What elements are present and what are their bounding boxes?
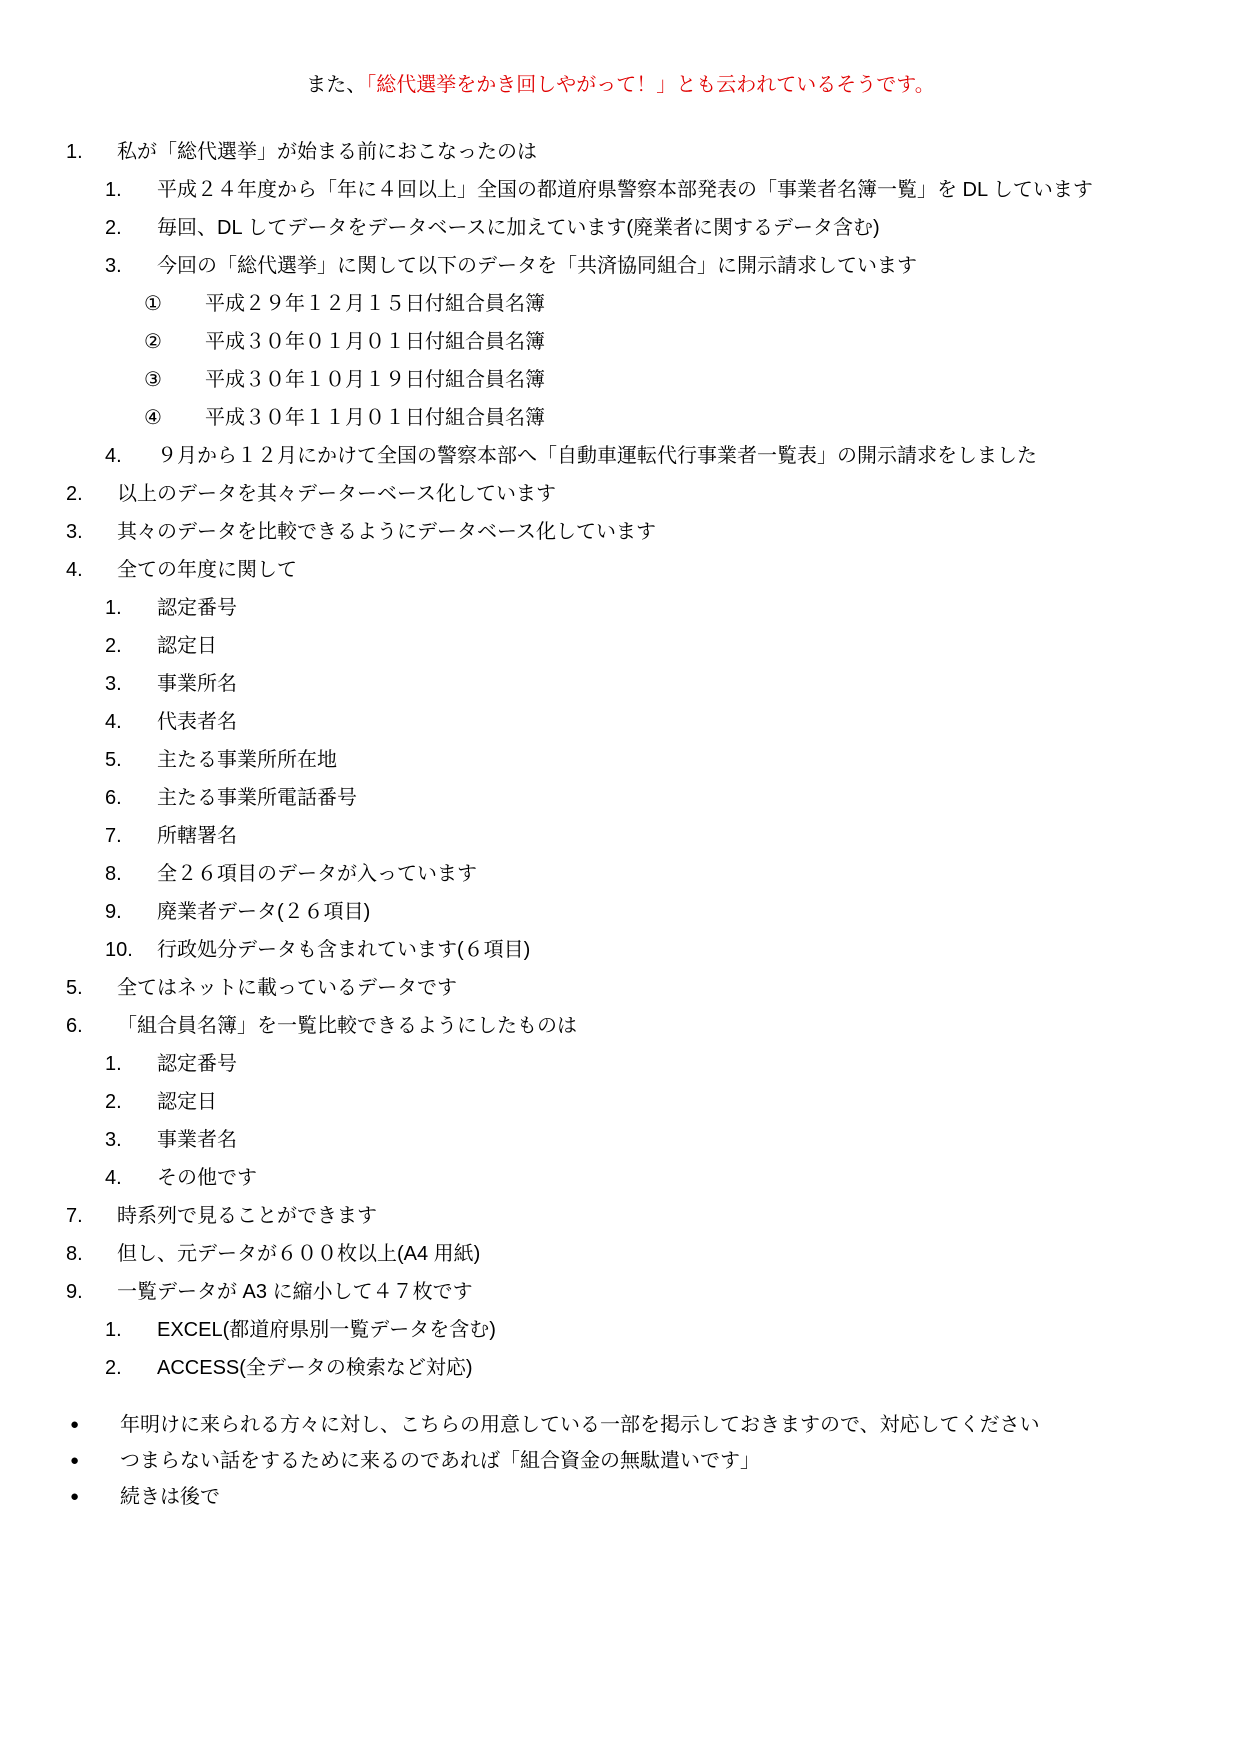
list-item-text: 代表者名 (157, 711, 237, 733)
list-marker: 6. (105, 787, 122, 809)
list-item (0, 1053, 1241, 1076)
list-item (0, 863, 1241, 886)
list-marker: 3. (105, 673, 122, 695)
list-item-text: 行政処分データも含まれています(６項目) (157, 939, 531, 961)
title-prefix: また、 (306, 74, 367, 96)
list-item-text: 平成３０年１１月０１日付組合員名簿 (205, 407, 545, 429)
bullet-item (0, 1450, 1241, 1472)
bullet-list (0, 1414, 1241, 1508)
list-item-text: 事業所名 (157, 673, 237, 695)
list-item-text: 私が「総代選挙」が始まる前におこなったのは (117, 141, 537, 163)
list-marker: 2. (105, 217, 122, 239)
list-item (0, 559, 1241, 582)
list-marker: 2. (105, 635, 122, 657)
list-item (0, 1357, 1241, 1380)
list-item (0, 977, 1241, 1000)
list-item-text: 其々のデータを比較できるようにデータベース化しています (117, 521, 656, 543)
bullet-item-text: 続きは後で (120, 1486, 220, 1508)
list-marker: 10. (105, 939, 133, 961)
list-item (0, 1091, 1241, 1114)
list-marker: ① (144, 293, 162, 315)
list-item-text: EXCEL(都道府県別一覧データを含む) (157, 1319, 496, 1341)
list-item (0, 331, 1241, 354)
list-marker: 1. (105, 1053, 122, 1075)
bullet-item (0, 1486, 1241, 1508)
list-item-text: 但し、元データが６００枚以上(A4 用紙) (117, 1243, 481, 1265)
list-marker: 3. (66, 521, 83, 543)
list-item (0, 1205, 1241, 1228)
list-item-text: 主たる事業所所在地 (157, 749, 337, 771)
list-item-text: 平成３０年０１月０１日付組合員名簿 (205, 331, 545, 353)
list-marker: 4. (66, 559, 83, 581)
list-marker: ② (144, 331, 162, 353)
list-item (0, 1281, 1241, 1304)
list-item-text: 毎回、DL してデータをデータベースに加えています(廃業者に関するデータ含む) (157, 217, 880, 239)
list-item-text: 認定番号 (157, 597, 237, 619)
list-marker: 4. (105, 1167, 122, 1189)
list-item (0, 179, 1241, 202)
list-item (0, 901, 1241, 924)
list-item (0, 407, 1241, 430)
list-item-text: 事業者名 (157, 1129, 237, 1151)
list-item (0, 445, 1241, 468)
list-marker: 9. (105, 901, 122, 923)
list-item-text: 所轄署名 (157, 825, 237, 847)
list-item (0, 217, 1241, 240)
list-item (0, 521, 1241, 544)
list-marker: 7. (66, 1205, 83, 1227)
list-item (0, 939, 1241, 962)
list-item-text: 「組合員名簿」を一覧比較できるようにしたものは (117, 1015, 577, 1037)
list-marker: 8. (105, 863, 122, 885)
bullet-icon: ● (70, 1488, 80, 1505)
bullet-icon: ● (70, 1452, 80, 1469)
list-marker: 9. (66, 1281, 83, 1303)
list-item (0, 1319, 1241, 1342)
list-item (0, 1129, 1241, 1152)
list-item (0, 369, 1241, 392)
list-marker: 3. (105, 1129, 122, 1151)
list-item-text: 認定日 (157, 1091, 217, 1113)
list-item (0, 483, 1241, 506)
list-marker: 4. (105, 711, 122, 733)
list-item (0, 597, 1241, 620)
list-item-text: 認定日 (157, 635, 217, 657)
list-marker: 1. (105, 1319, 122, 1341)
numbered-list (0, 141, 1241, 1380)
list-item-text: 一覧データが A3 に縮小して４７枚です (117, 1281, 473, 1303)
list-item-text: 廃業者データ(２６項目) (157, 901, 371, 923)
bullet-item-text: 年明けに来られる方々に対し、こちらの用意している一部を掲示しておきますので、対応してください (120, 1414, 1040, 1436)
list-item-text: 今回の「総代選挙」に関して以下のデータを「共済協同組合」に開示請求しています (157, 255, 917, 277)
list-item (0, 1015, 1241, 1038)
list-item (0, 749, 1241, 772)
list-item (0, 673, 1241, 696)
list-item-text: 認定番号 (157, 1053, 237, 1075)
list-item (0, 635, 1241, 658)
list-marker: 5. (66, 977, 83, 999)
list-item-text: 以上のデータを其々データーベース化しています (117, 483, 556, 505)
list-item (0, 825, 1241, 848)
list-marker: ③ (144, 369, 162, 391)
list-marker: 8. (66, 1243, 83, 1265)
list-item (0, 293, 1241, 316)
list-item-text: 全ての年度に関して (117, 559, 297, 581)
list-item-text: 平成２９年１２月１５日付組合員名簿 (205, 293, 545, 315)
bullet-item (0, 1414, 1241, 1436)
list-item (0, 141, 1241, 164)
title-highlight: 「総代選挙をかき回しやがって！」とも云われているそうです。 (366, 74, 935, 96)
list-marker: 2. (105, 1357, 122, 1379)
bullet-item-text: つまらない話をするために来るのであれば「組合資金の無駄遣いです」 (120, 1450, 760, 1472)
list-item (0, 1167, 1241, 1190)
list-marker: ④ (144, 407, 162, 429)
list-item (0, 255, 1241, 278)
list-marker: 6. (66, 1015, 83, 1037)
list-item-text: 平成２４年度から「年に４回以上」全国の都道府県警察本部発表の「事業者名簿一覧」を DL しています (157, 179, 1093, 201)
list-marker: 1. (105, 597, 122, 619)
list-marker: 2. (66, 483, 83, 505)
bullet-icon: ● (70, 1416, 80, 1433)
list-item-text: ９月から１２月にかけて全国の警察本部へ「自動車運転代行事業者一覧表」の開示請求をしました (157, 445, 1037, 467)
list-marker: 2. (105, 1091, 122, 1113)
list-item-text: 平成３０年１０月１９日付組合員名簿 (205, 369, 545, 391)
list-marker: 7. (105, 825, 122, 847)
list-item (0, 1243, 1241, 1266)
list-item (0, 711, 1241, 734)
list-item-text: 主たる事業所電話番号 (157, 787, 357, 809)
list-item-text: その他です (157, 1167, 257, 1189)
list-item-text: 全てはネットに載っているデータです (117, 977, 457, 999)
list-item (0, 787, 1241, 810)
page-title (0, 73, 1241, 97)
list-marker: 5. (105, 749, 122, 771)
list-marker: 4. (105, 445, 122, 467)
list-item-text: 時系列で見ることができます (117, 1205, 377, 1227)
list-marker: 3. (105, 255, 122, 277)
list-marker: 1. (105, 179, 122, 201)
list-item-text: 全２６項目のデータが入っています (157, 863, 477, 885)
list-marker: 1. (66, 141, 83, 163)
list-item-text: ACCESS(全データの検索など対応) (157, 1357, 473, 1379)
